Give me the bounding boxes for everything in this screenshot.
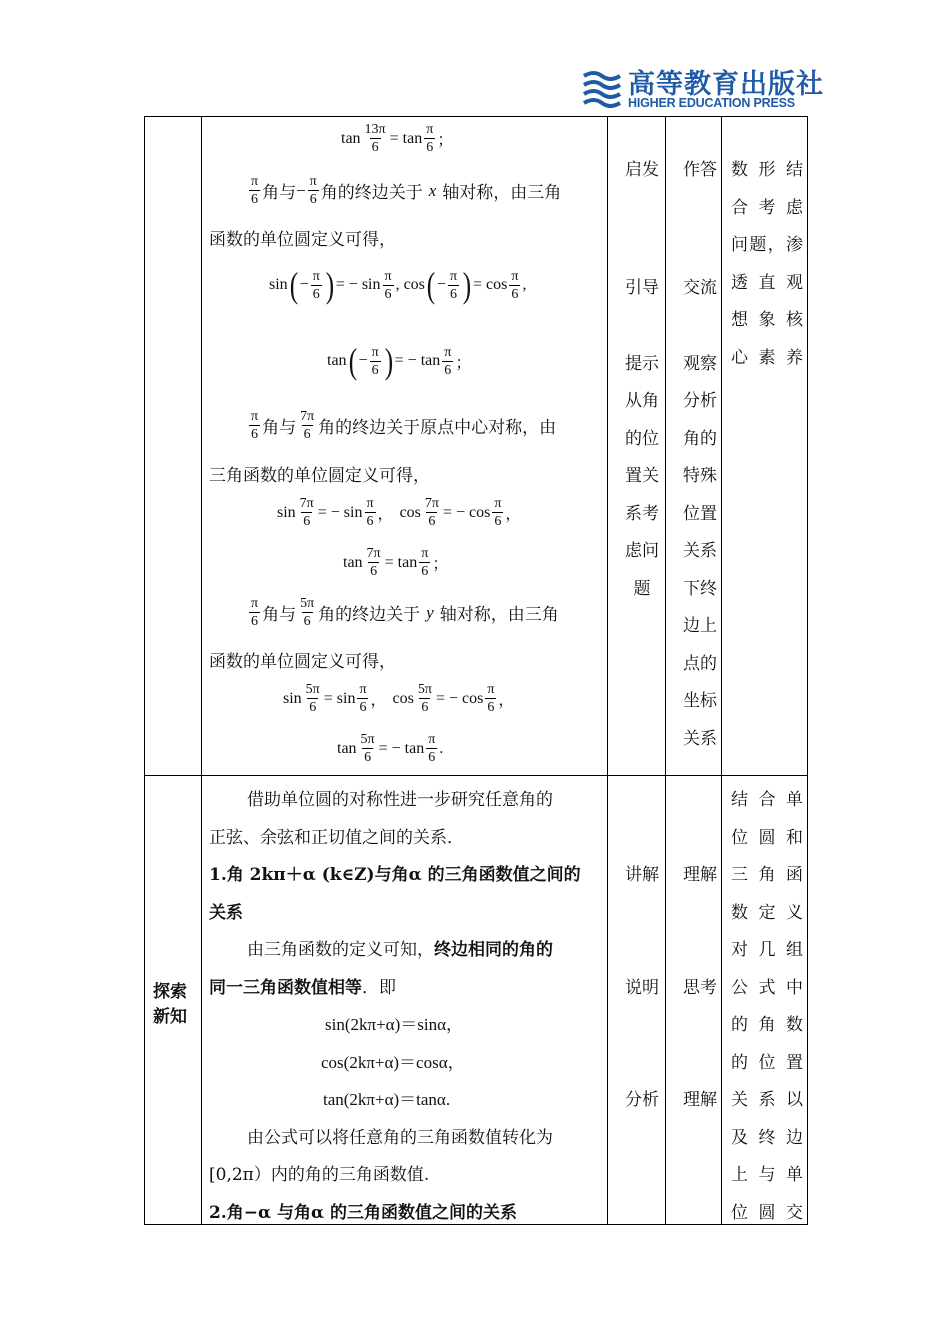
publisher-name-cn: 高等教育出版社 — [628, 69, 824, 100]
intro-line: 借助单位圆的对称性进一步研究任意角的 — [247, 790, 553, 810]
design-intent: 合考虑 — [731, 198, 803, 218]
section-heading-2: 2.角−α 与角α 的三角函数值之间的关系 — [209, 1203, 517, 1223]
teacher-activity: 从角 — [625, 391, 659, 411]
student-activity: 点的 — [683, 654, 717, 674]
conversion-line: 由公式可以将任意角的三角函数值转化为 — [247, 1128, 553, 1148]
teacher-activity: 提示 — [625, 354, 659, 374]
publisher-wave-icon — [580, 66, 624, 110]
student-activity: 思考 — [683, 978, 717, 998]
para-x-axis-l2: 函数的单位圆定义可得， — [209, 230, 396, 250]
section-heading-1: 1.角 2kπ＋α (k∈Z)与角α 的三角函数值之间的 — [209, 865, 581, 885]
design-intent: 及终边 — [731, 1128, 803, 1148]
design-intent: 心素养 — [731, 348, 803, 368]
design-intent: 的位置 — [731, 1053, 803, 1073]
student-activity: 角的 — [683, 429, 717, 449]
intro-line: 正弦、余弦和正切值之间的关系． — [209, 828, 464, 848]
student-activity: 下终 — [683, 579, 717, 599]
publisher-name-en: HIGHER EDUCATION PRESS — [628, 96, 795, 110]
para-origin-l1: $\frac{\pi}{6}$ 角与 $\frac{7\pi}{6}$ 角的终边关于原点中心对称，由 — [251, 409, 557, 442]
design-intent: 三角函 — [731, 865, 803, 885]
teacher-activity: 讲解 — [625, 865, 659, 885]
teacher-activity: 启发 — [625, 160, 659, 180]
formula-cos: cos(2kπ+α)＝cosα， — [321, 1053, 465, 1072]
col-divider — [201, 117, 202, 1224]
student-activity: 理解 — [683, 865, 717, 885]
student-activity: 坐标 — [683, 691, 717, 711]
section-heading-1: 关系 — [209, 903, 243, 923]
para-y-axis-l2: 函数的单位圆定义可得， — [209, 652, 396, 672]
teacher-activity: 虑问 — [625, 541, 659, 561]
teacher-activity: 系考 — [625, 504, 659, 524]
publisher-logo — [580, 64, 824, 114]
formula-tan: tan(2kπ+α)＝tanα. — [323, 1090, 451, 1109]
para-origin-l2: 三角函数的单位圆定义可得， — [209, 466, 430, 486]
design-intent: 问题，渗 — [731, 235, 803, 255]
student-activity: 边上 — [683, 616, 717, 636]
design-intent: 上与单 — [731, 1165, 803, 1185]
stage-label: 新知 — [153, 1007, 187, 1027]
teacher-activity: 置关 — [625, 466, 659, 486]
student-activity: 作答 — [683, 160, 717, 180]
row-divider — [145, 775, 807, 776]
design-intent: 位圆和 — [731, 828, 803, 848]
student-activity: 关系 — [683, 541, 717, 561]
student-activity: 理解 — [683, 1090, 717, 1110]
teacher-activity: 题 — [633, 579, 651, 599]
eq-tan-5pi: tan $\frac{5\pi}{6}$ = − tan $\frac{\pi}{6}$ . — [337, 732, 444, 765]
student-activity: 观察 — [683, 354, 717, 374]
design-intent: 公式中 — [731, 978, 803, 998]
design-intent: 数定义 — [731, 903, 803, 923]
student-activity: 分析 — [683, 391, 717, 411]
design-intent: 透直观 — [731, 273, 803, 293]
eq-tan-neg: tan ( − $\frac{\pi}{6}$ ) = − tan $\frac{\pi}{6}$ ； — [327, 341, 472, 381]
eq-tan-13pi: tan $\frac{13\pi}{6}$ = tan $\frac{\pi}{6}$ ； — [341, 122, 454, 155]
student-activity: 关系 — [683, 729, 717, 749]
eq-tan-7pi: tan $\frac{7\pi}{6}$ = tan $\frac{\pi}{6}$ ； — [343, 546, 449, 579]
para-x-axis-l1: $\frac{\pi}{6}$ 角与 − $\frac{\pi}{6}$ 角的终边关于 x 轴对称，由三角 — [251, 174, 562, 207]
design-intent: 想象核 — [731, 310, 803, 330]
para-y-axis-l1: $\frac{\pi}{6}$ 角与 $\frac{5\pi}{6}$ 角的终边关于 y 轴对称，由三角 — [251, 596, 559, 629]
student-activity: 位置 — [683, 504, 717, 524]
teacher-activity: 分析 — [625, 1090, 659, 1110]
design-intent: 结合单 — [731, 790, 803, 810]
stage-label: 探索 — [153, 982, 187, 1002]
student-activity: 交流 — [683, 278, 717, 298]
formula-sin: sin(2kπ+α)＝sinα， — [325, 1015, 463, 1034]
design-intent: 数形结 — [731, 160, 803, 180]
conversion-line: [0,2π）内的角的三角函数值. — [209, 1165, 430, 1185]
lesson-table — [144, 116, 808, 1225]
col-divider — [607, 117, 608, 1224]
design-intent: 的角数 — [731, 1015, 803, 1035]
teacher-activity: 说明 — [625, 978, 659, 998]
eq-sin-cos-7pi: sin $\frac{7\pi}{6}$ = − sin $\frac{\pi}{6}$ ， cos $\frac{7\pi}{6}$ = − cos $\frac{\pi}{6}$ ， — [277, 496, 522, 529]
design-intent: 关系以 — [731, 1090, 803, 1110]
definition-line: 同一三角函数值相等．即 — [209, 978, 396, 998]
student-activity: 特殊 — [683, 466, 717, 486]
eq-sin-cos-5pi: sin $\frac{5\pi}{6}$ = sin $\frac{\pi}{6}$ ， cos $\frac{5\pi}{6}$ = − cos $\frac{\pi}{6}$ ， — [283, 682, 515, 715]
teacher-activity: 的位 — [625, 429, 659, 449]
design-intent: 位圆交 — [731, 1203, 803, 1223]
eq-sin-cos-neg: sin ( − $\frac{\pi}{6}$ ) = − sin $\frac{\pi}{6}$ , cos ( − $\frac{\pi}{6}$ ) = cos $\frac{\pi}{6}$ , — [269, 265, 527, 305]
design-intent: 对几组 — [731, 940, 803, 960]
definition-line: 由三角函数的定义可知，终边相同的角的 — [247, 940, 553, 960]
teacher-activity: 引导 — [625, 278, 659, 298]
